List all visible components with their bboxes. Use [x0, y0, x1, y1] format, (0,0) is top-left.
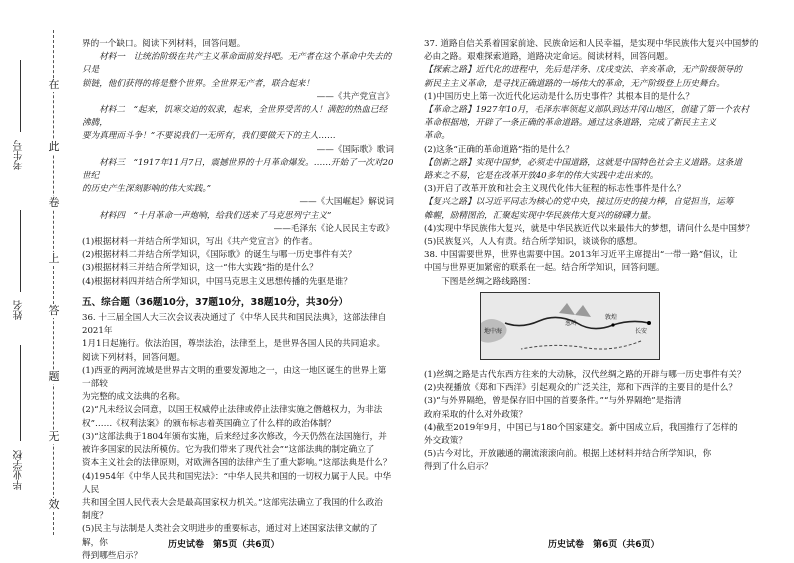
question: (2)根据材料二并结合所学知识，《国际歌》的诞生与哪一历史事件有关？ [82, 250, 357, 261]
map-label-sea: 地中海 [484, 327, 503, 335]
material-text: 的历史产生深刻影响的伟大实践。” [82, 184, 212, 195]
fill-line [20, 345, 21, 441]
material-text: 锁链，他们获得的将是整个世界。全世界无产者，联合起来！ [82, 78, 315, 89]
question: (5)民族复兴，人人有责。结合所学知识，谈谈你的感想。 [424, 237, 643, 248]
question: (3)开启了改革开放和社会主义现代化伟大征程的标志性事件是什么？ [424, 184, 686, 195]
question-text: 阅读下列材料，回答问题。 [82, 352, 186, 363]
map-label-changan: 长安 [635, 327, 648, 335]
material-text: 革命根据地，开辟了一条正确的革命道路。通过这条道路，完成了新民主主义 [424, 118, 717, 129]
question: (5)古今对比，开放融通的潮流滚滚向前。根据上述材料并结合所学知识，你 [424, 449, 712, 460]
dashed-cut-line [53, 30, 54, 535]
question: 制度？ [82, 511, 108, 522]
school-label: 毕业学校 [14, 450, 25, 490]
material-text: 新民主主义革命，是寻找正确道路的一场伟大的革命，无产阶级登上历史舞台。 [424, 78, 725, 89]
material-source: ——《共产党宣言》 [316, 91, 394, 102]
silk-road-map [480, 292, 660, 360]
margin-char: 上 [48, 252, 60, 265]
question: (3)根据材料三并结合所学知识，这一“伟大实践”指的是什么？ [82, 263, 318, 274]
fill-line [20, 210, 21, 292]
material-text: 路来之不易，它是在改革开放40多年的伟大实践中走出来的。 [424, 171, 659, 182]
material-text: 材料三 “1917年11月7日，震撼世界的十月革命爆发。……开始了一次对20世纪 [82, 157, 394, 182]
question: (1)丝绸之路是古代东西方往来的大动脉，汉代丝绸之路的开辟与哪一历史事件有关？ [424, 370, 746, 381]
question-text: 38. 中国需要世界，世界也需要中国。2013年习近平主席提出“一带一路”倡议，让 [424, 250, 738, 261]
city-marker [647, 321, 651, 325]
margin-char: 在 [48, 78, 60, 91]
material-source: ——《国际歌》歌词 [316, 144, 394, 155]
question: 外交政策？ [424, 436, 467, 447]
question: (1)根据材料一并结合所学知识，写出《共产党宣言》的作者。 [82, 237, 318, 248]
material-text: 材料二 “起来，饥寒交迫的奴隶，起来，全世界受苦的人！满腔的热血已经沸腾， [82, 105, 388, 129]
question: (3)“这部法典于1804年颁布实施，后来经过多次修改，今天仍然在法国施行，并 [82, 431, 387, 442]
question: (1)中国历史上第一次近代化运动是什么历史事件？其根本目的是什么？ [424, 91, 694, 102]
question: (4)根据材料四并结合所学知识，中国马克思主义思想传播的先驱是谁？ [82, 276, 352, 287]
map-label-dunhuang: 敦煌 [605, 313, 618, 321]
question: (4)1954年《中华人民共和国宪法》：“中华人民共和国的一切权力属于人民。中华人民 [82, 471, 392, 495]
margin-char: 卷 [48, 196, 60, 209]
question: (2)这条“正确的革命道路”指的是什么？ [424, 144, 574, 155]
question: 权”……《权利法案》的颁布标志着英国确立了什么样的政治体制？ [82, 418, 336, 429]
question-text: 37. 道路自信关系着国家前途、民族命运和人民幸福，是实现中华民族伟大复兴中国梦的 [424, 39, 759, 49]
question-text: 必由之路。艰难探索道路，道路决定命运。阅读材料，回答问题。 [424, 52, 674, 63]
question: 资本主义社会的法律原则，对欧洲各国的法律产生了重大影响。”这部法典是什么？ [82, 458, 392, 469]
question: 被许多国家的民法所模仿。它为我们带来了现代社会”“这部法典的制定确立了 [82, 445, 375, 456]
page-footer: 历史试卷 第5页（共6页） [168, 540, 280, 550]
material-text: 要为真理而斗争！”不要说我们一无所有，我们要做天下的主人…… [82, 131, 336, 142]
material-text: 革命。 [424, 131, 450, 142]
student-id-label: 考生号 [14, 140, 25, 170]
question: 得到哪些启示？ [82, 550, 143, 561]
intro-line: 界的一个缺口。阅读下列材料，回答问题。 [82, 39, 246, 49]
question: 政府采取的什么对外政策？ [424, 409, 528, 420]
margin-char: 答 [48, 304, 60, 317]
city-marker [611, 323, 614, 326]
map-label-pamirs: 葱岭 [565, 319, 578, 327]
material-text: 材料一 让统治阶级在共产主义革命面前发抖吧。无产者在这个革命中失去的只是 [82, 52, 392, 76]
question: (2)央视播放《郑和下西洋》引起观众的广泛关注，郑和下西洋的主要目的是什么？ [424, 383, 737, 394]
section-heading: 五、综合题（36题10分，37题10分，38题10分，共30分） [82, 296, 349, 308]
margin-char: 效 [48, 498, 60, 511]
material-source: ——《大国崛起》解说词 [299, 197, 394, 208]
material-source: ——毛泽东《论人民民主专政》 [273, 223, 394, 234]
question: (2)“凡未经议会同意，以国王权威停止法律或停止法律实施之僭越权力，为非法 [82, 405, 383, 416]
question: 得到了什么启示？ [424, 462, 493, 473]
question: (3)“与外界隔绝，曾是保存旧中国的首要条件。”“与外界隔绝”是指清 [424, 396, 682, 407]
question: (1)西亚的两河流域是世界古文明的重要发源地之一，由这一地区诞生的世界上第一部较 [82, 365, 387, 390]
question: (4)截至2019年9月，中国已与180个国家建交。新中国成立后，我国推行了怎样的 [424, 422, 738, 433]
question: 为完整的成文法典的名称。 [82, 392, 186, 403]
margin-char: 题 [48, 370, 60, 383]
page-footer: 历史试卷 第6页（共6页） [548, 540, 660, 550]
map-caption: 下图是丝绸之路线路图： [441, 276, 536, 287]
question-text: 1月1日起施行。依法治国，尊崇法治，法律至上，是世界各国人民的共同追求。 [82, 339, 386, 350]
binding-margin [0, 0, 75, 560]
material-text: 材料四 “十月革命一声炮响，给我们送来了马克思列宁主义” [99, 210, 332, 221]
question: (5)民主与法制是人类社会文明进步的重要标志，通过对上述国家法律文献的了解，你 [82, 524, 378, 548]
name-label: 姓名 [14, 300, 25, 320]
material-text: 帷幄，励精图治，汇聚起实现中华民族伟大复兴的磅礴力量。 [424, 210, 657, 221]
margin-char: 无 [48, 430, 60, 443]
material-text: 【探索之路】近代化的进程中，先后是洋务、戊戌变法、辛亥革命，无产阶级领导的 [424, 65, 742, 76]
material-text: 【革命之路】1927年10月，毛泽东率领起义部队到达井冈山地区，创建了第一个农村 [424, 105, 749, 116]
fill-line [20, 60, 21, 132]
material-text: 【创新之路】实现中国梦，必须走中国道路，这就是中国特色社会主义道路。这条道 [424, 157, 742, 168]
material-text: 【复兴之路】以习近平同志为核心的党中央，接过历史的接力棒，自觉担当，运筹 [424, 197, 734, 208]
margin-char: 此 [48, 140, 60, 153]
right-page [424, 38, 779, 475]
question: (4)实现中华民族伟大复兴，就是中华民族近代以来最伟大的梦想，请问什么是中国梦？ [424, 223, 755, 234]
question-text: 中国与世界更加紧密的联系在一起。结合所学知识，回答问题。 [424, 263, 665, 274]
question: 共和国全国人民代表大会是最高国家权力机关。”这部宪法确立了我国的什么政治 [82, 497, 383, 508]
question-text: 36. 十三届全国人大三次会议表决通过了《中华人民共和国民法典》，这部法律自2021年 [82, 313, 387, 337]
left-page [82, 38, 394, 563]
